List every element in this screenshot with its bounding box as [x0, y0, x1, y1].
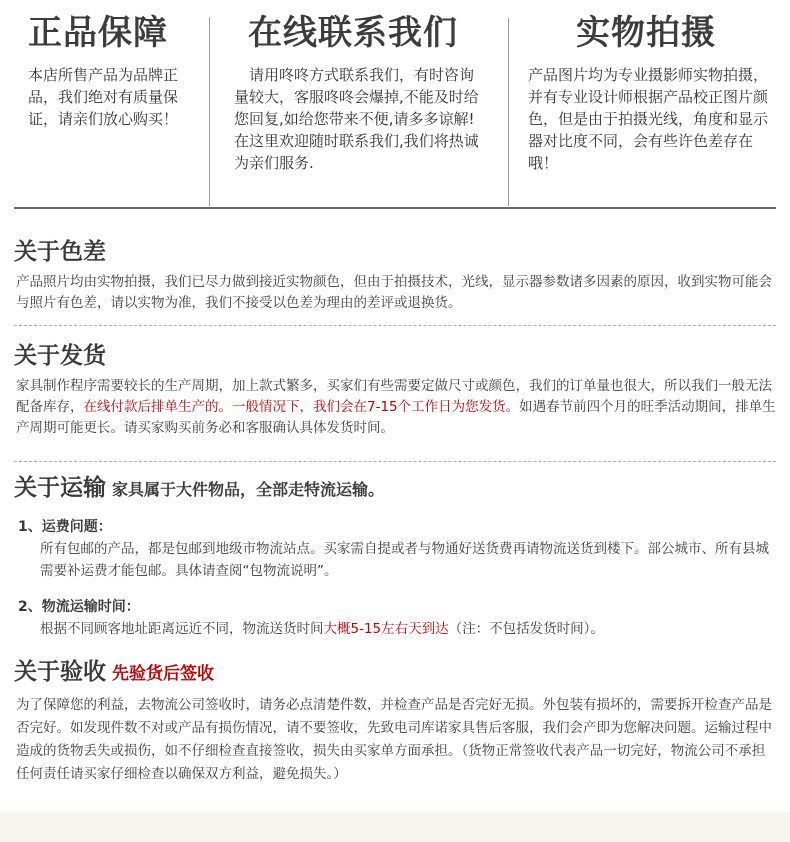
inspection-title: 关于验收 [14, 659, 106, 685]
inspection-heading [14, 656, 776, 690]
transport-title: 关于运输 [14, 475, 106, 501]
inspection-section [14, 656, 776, 786]
transport-subtitle: 家具属于大件物品，全部走特流运输。 [112, 480, 385, 499]
shipping-text-note: 如遇春节前四个月的旺季活动期间，排单生产周期可能更长。请买家购买前务必和客服确认具体发货时间。 [16, 399, 776, 436]
contact-us-title: 在线联系我们 [248, 13, 458, 53]
color-difference-title: 关于色差 [14, 239, 106, 265]
color-difference-section [14, 236, 776, 314]
inspection-text: 为了保障您的利益，去物流公司签收时，请务必点清楚件数，并检查产品是否完好无损。外包装有损坏的，需要拆开检查产品是否完好。如发现件数不对或产品有损伤情况，请不要签收，先致电司库诺家具售后客服，我们会产即为您解决问题。运输过程中造成的货物丢失或损伤，如不仔细检查直接签收，损失由买家单方面承担。（货物正常签收代表产品一切完好，物流公司不承担任何责任请买家仔细检查以确保双方利益，避免损失。） [16, 697, 772, 782]
shipping-text-highlight: 在线付款后排单生产的。一般情况下，我们会在7-15个工作日为您发货。 [83, 399, 520, 415]
genuine-guarantee-title: 正品保障 [28, 13, 168, 53]
delivery-time-title: 2、物流运输时间： [18, 599, 140, 615]
contact-us-block [234, 10, 488, 174]
contact-us-text: 请用咚咚方式联系我们，有时咨询量较大，客服咚咚会爆掉,不能及时给您回复,如给您带来不便,请多多谅解!在这里欢迎随时联系我们,我们将热诚为亲们服务. [234, 66, 479, 172]
delivery-time-text [40, 618, 776, 640]
divider-horizontal [14, 207, 776, 209]
freight-issue-text: 所有包邮的产品，都是包邮到地级市物流站点。买家需自提或者与物通好送货费再请物流送货到楼下。部公城市、所有县城需要补运费才能包邮。具体请查阅“包物流说明”。 [40, 541, 769, 579]
header-guarantees [0, 0, 790, 208]
freight-issue-title: 1、运费问题： [18, 519, 112, 535]
color-difference-text: 产品照片均由实物拍摄，我们已尽力做到接近实物颜色，但由于拍摄技术，光线，显示器参数诸多因素的原因，收到实物可能会与照片有色差，请以实物为准，我们不接受以色差为理由的差评或退换货。 [16, 274, 772, 311]
real-photo-text: 产品图片均为专业摄影师实物拍摄，并有专业设计师根据产品校正图片颜色，但是由于拍摄光线，角度和显示器对比度不同，会有些许色差存在哦！ [528, 66, 769, 172]
divider-vertical [508, 18, 509, 206]
delivery-time-text-normal: 根据不同顾客地址距离远近不同，物流送货时间 [40, 621, 324, 637]
shipping-section [14, 340, 776, 439]
divider-dashed [14, 461, 776, 462]
transport-heading [14, 472, 776, 506]
shipping-text-normal: 家具制作程序需要较长的生产周期，加上款式繁多，买家们有些需要定做尺寸或颜色，我们的订单量也很大，所以我们一般无法配备库存， [16, 378, 772, 415]
genuine-guarantee-block [28, 10, 188, 130]
transport-section [14, 472, 776, 640]
divider-vertical [209, 18, 210, 206]
genuine-guarantee-text: 本店所售产品为品牌正品，我们绝对有质量保证，请亲们放心购买！ [28, 66, 179, 128]
inspection-subtitle: 先验货后签收 [112, 664, 214, 684]
real-photo-title: 实物拍摄 [576, 13, 716, 53]
shipping-text [16, 376, 776, 439]
delivery-time-note: （注：不包括发货时间）。 [448, 621, 604, 637]
footer-band [0, 812, 790, 842]
real-photo-block [528, 10, 774, 174]
divider-dashed [14, 325, 776, 326]
delivery-time-highlight: 大概5-15左右天到达 [323, 621, 449, 637]
shipping-title: 关于发货 [14, 343, 106, 369]
